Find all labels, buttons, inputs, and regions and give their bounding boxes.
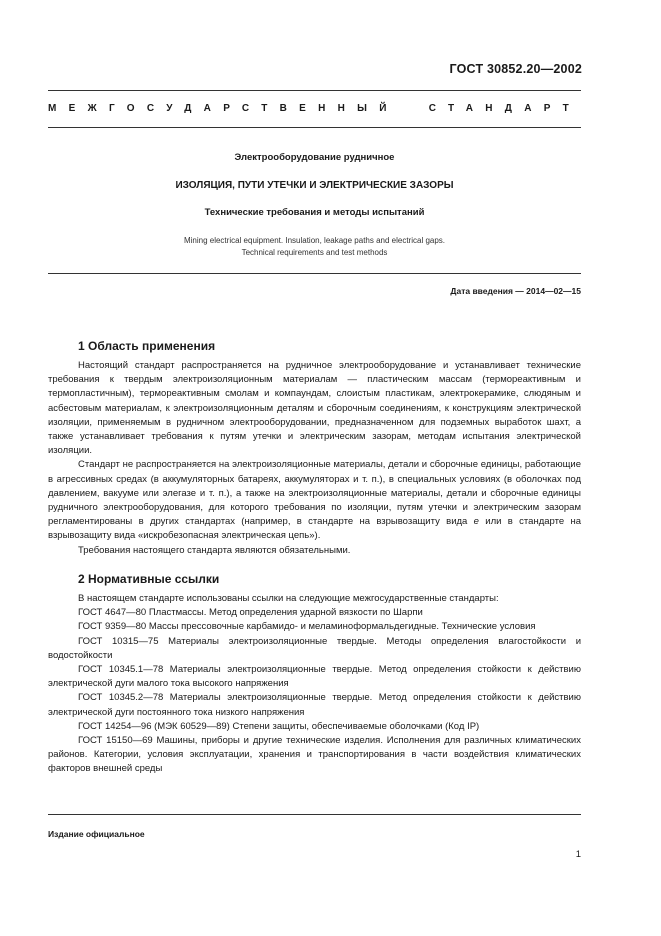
english-title-line-2: Technical requirements and test methods bbox=[241, 248, 388, 257]
paragraph-2-text: Стандарт не распространяется на электроизоляционные материалы, детали и сборочные единицы, работающие в агрессивных средах (в аккумуляторных батареях, аккумуляторах и т. п.), в специальных условиях (в оболочках под давлением, вакууме или элегазе и т. п.), а также на электроизоляционные материалы, детали и сборочные единицы рудничного электрооборудования, для которого требования по изоляции, путям утечки и электрическим зазорам регламентированы в других стандартах (например, в стандарте на взрывозащиту вида bbox=[48, 459, 581, 528]
title-english bbox=[48, 235, 581, 259]
section-2-heading: 2 Нормативные ссылки bbox=[78, 572, 220, 586]
section-1-paragraph-2 bbox=[48, 458, 581, 543]
section-1-paragraph-1: Настоящий стандарт распространяется на рудничное электрооборудование и устанавливает технические требования к твердым электроизоляционным материалам — пластическим массам (термореактивным и термопластичным), термореактивным смолам и компаундам, слоистым пластикам, электрокерамике, слюдяным и асбестовым материалам, к электроизоляционным деталям и сборочным соединениям, к конструкциям электрической изоляции, применяемым в рудничном электрооборудовании, предназначенном для подземных выработок шахт, а также устанавливает требования к путям утечки и электрическим зазорам, методам испытания электрической изоляции. bbox=[48, 360, 581, 457]
title-main: ИЗОЛЯЦИЯ, ПУТИ УТЕЧКИ И ЭЛЕКТРИЧЕСКИЕ ЗАЗОРЫ bbox=[175, 180, 454, 191]
reference-item: ГОСТ 10345.1—78 Материалы электроизоляционные твердые. Метод определения стойкости к действию электрической дуги малого тока высокого напряжения bbox=[48, 664, 581, 690]
banner-word-interstate: МЕЖГОСУДАРСТВЕННЫЙ bbox=[48, 103, 399, 114]
title-subtitle: Технические требования и методы испытаний bbox=[204, 207, 425, 218]
reference-item: ГОСТ 10345.2—78 Материалы электроизоляционные твердые. Метод определения стойкости к действию электрической дуги постоянного тока низкого напряжения bbox=[48, 692, 581, 718]
reference-item: ГОСТ 9359—80 Массы прессовочные карбамидо- и меламиноформальдегидные. Технические условия bbox=[78, 621, 536, 633]
english-title-line-1: Mining electrical equipment. Insulation, leakage paths and electrical gaps. bbox=[183, 236, 446, 245]
section-2-body bbox=[48, 592, 581, 777]
reference-item: ГОСТ 15150—69 Машины, приборы и другие технические изделия. Исполнения для различных климатических районов. Категории, условия эксплуатации, хранения и транспортирования в части воздействия климатических факторов внешней среды bbox=[48, 735, 581, 775]
official-edition-label: Издание официальное bbox=[48, 829, 145, 839]
protection-type-letter: e bbox=[473, 516, 479, 528]
paragraph-2-end: или в стандарте на взрывозащиту вида «искробезопасная электрическая цепь»). bbox=[48, 516, 581, 542]
reference-item: ГОСТ 14254—96 (МЭК 60529—89) Степени защиты, обеспечиваемые оболочками (Код IP) bbox=[78, 720, 480, 732]
section-1-heading: 1 Область применения bbox=[78, 339, 216, 353]
standard-number: ГОСТ 30852.20—2002 bbox=[449, 62, 582, 76]
section-1-body bbox=[48, 359, 581, 558]
reference-item: ГОСТ 4647—80 Пластмассы. Метод определения ударной вязкости по Шарпи bbox=[78, 607, 423, 619]
banner-word-standard: СТАНДАРТ bbox=[428, 103, 581, 114]
introduction-date: Дата введения — 2014—02—15 bbox=[450, 286, 581, 296]
title-rule bbox=[48, 273, 581, 274]
reference-item: ГОСТ 10315—75 Материалы электроизоляционные твердые. Методы определения влагостойкости и водостойкости bbox=[48, 635, 581, 661]
title-equipment: Электрооборудование рудничное bbox=[234, 152, 395, 163]
banner-rule bbox=[48, 127, 581, 128]
section-2-intro: В настоящем стандарте использованы ссылки на следующие межгосударственные стандарты: bbox=[78, 593, 499, 604]
standard-banner bbox=[48, 103, 581, 114]
section-1-paragraph-3: Требования настоящего стандарта являются обязательными. bbox=[78, 544, 351, 556]
top-rule bbox=[48, 90, 581, 91]
page-number: 1 bbox=[575, 849, 581, 860]
footer-rule bbox=[48, 814, 581, 815]
